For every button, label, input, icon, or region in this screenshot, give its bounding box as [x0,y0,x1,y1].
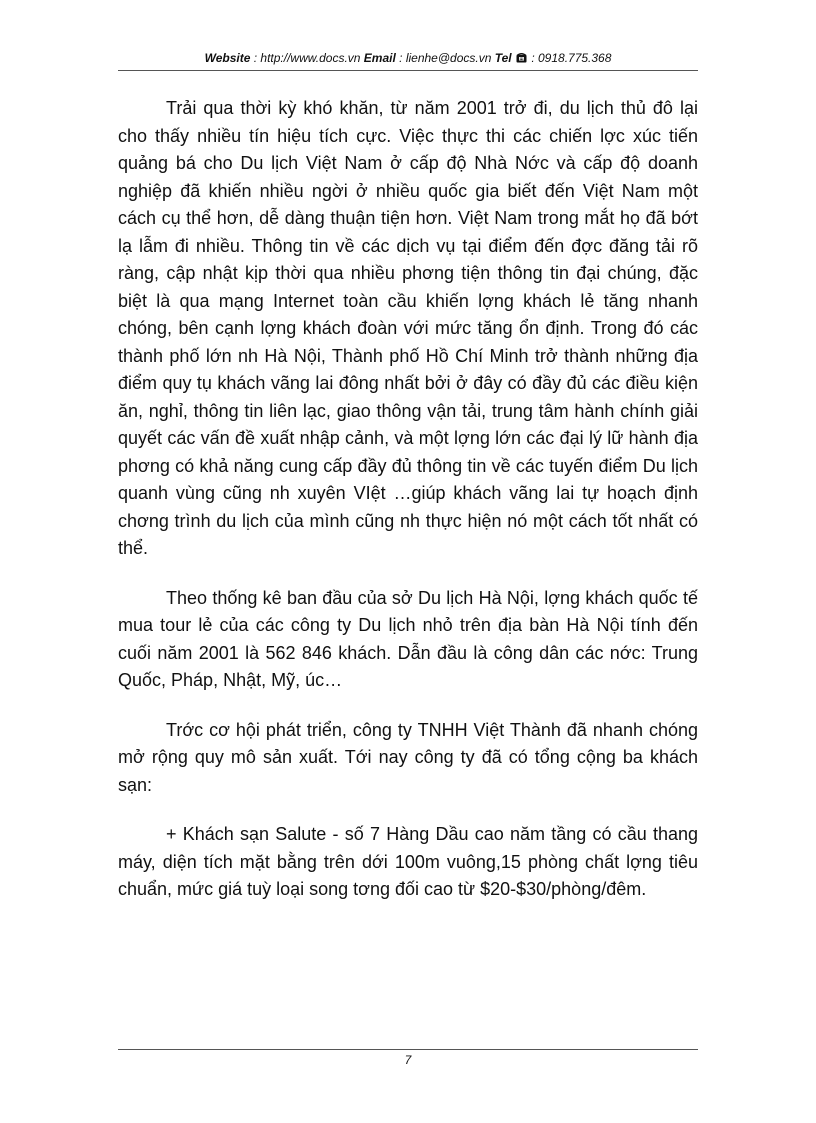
website-value: : http://www.docs.vn [253,51,361,65]
tel-value: : 0918.775.368 [531,51,612,65]
footer-divider [118,1049,698,1050]
tel-label: Tel [494,51,512,65]
document-body [118,95,698,926]
email-label: Email [363,51,396,65]
website-label: Website [204,51,251,65]
page-number: 7 [404,1053,412,1067]
page-header [118,51,698,65]
paragraph-hotel-salute: + Khách sạn Salute - số 7 Hàng Dầu cao năm tầng có cầu thang máy, diện tích mặt bằng trên dới 100m vuông,15 phòng chất lợng tiêu chuẩn, mức giá tuỳ loại song tơng đối cao từ $20-$30/phòng/đêm. [118,824,698,899]
header-divider [118,70,698,71]
email-value: : lienhe@docs.vn [399,51,492,65]
telephone-icon [516,53,527,63]
paragraph-company-expansion: Trớc cơ hội phát triển, công ty TNHH Việt Thành đã nhanh chóng mở rộng quy mô sản xuất. Tới nay công ty đã có tổng cộng ba khách sạn: [118,719,698,795]
paragraph-tourism-growth: Trải qua thời kỳ khó khăn, từ năm 2001 trở đi, du lịch thủ đô lại cho thấy nhiều tín hiệu tích cực. Việc thực thi các chiến lợc xúc tiến quảng bá cho Du lịch Việt Nam ở cấp độ Nhà Nớc và cấp độ doanh nghiệp đã khiến nhiều ngời ở nhiều quốc gia biết đến Việt Nam một cách cụ thể hơn, dễ dàng thuận tiện hơn. Việt Nam trong mắt họ đã bớt lạ lẫm đi nhiều. Thông tin về các dịch vụ tại điểm đến đợc đăng tải rõ ràng, cập nhật kịp thời qua nhiều phơng tiện thông tin đại chúng, đặc biệt là qua mạng Internet toàn cầu khiến lợng khách lẻ tăng nhanh chóng, bên cạnh lợng khách đoàn với mức tăng ổn định. Trong đó các thành phố lớn nh Hà Nội, Thành phố Hồ Chí Minh trở thành những địa điểm quy tụ khách vãng lai đông nhất bởi ở đây có đầy đủ các điều kiện ăn, nghỉ, thông tin liên lạc, giao thông vận tải, trung tâm hành chính giải quyết các vấn đề xuất nhập cảnh, và một lợng lớn các đại lý lữ hành địa phơng có khả năng cung cấp đầy đủ thông tin về các tuyến điểm Du lịch quanh vùng cũng nh xuyên VIệt …giúp khách vãng lai tự hoạch định chơng trình du lịch của mình cũng nh thực hiện nó một cách tốt nhất có thể. [118,98,698,558]
paragraph-statistics: Theo thống kê ban đầu của sở Du lịch Hà Nội, lợng khách quốc tế mua tour lẻ của các công ty Du lịch nhỏ trên địa bàn Hà Nội tính đến cuối năm 2001 là 562 846 khách. Dẫn đầu là công dân các nớc: Trung Quốc, Pháp, Nhật, Mỹ, úc… [118,587,698,690]
